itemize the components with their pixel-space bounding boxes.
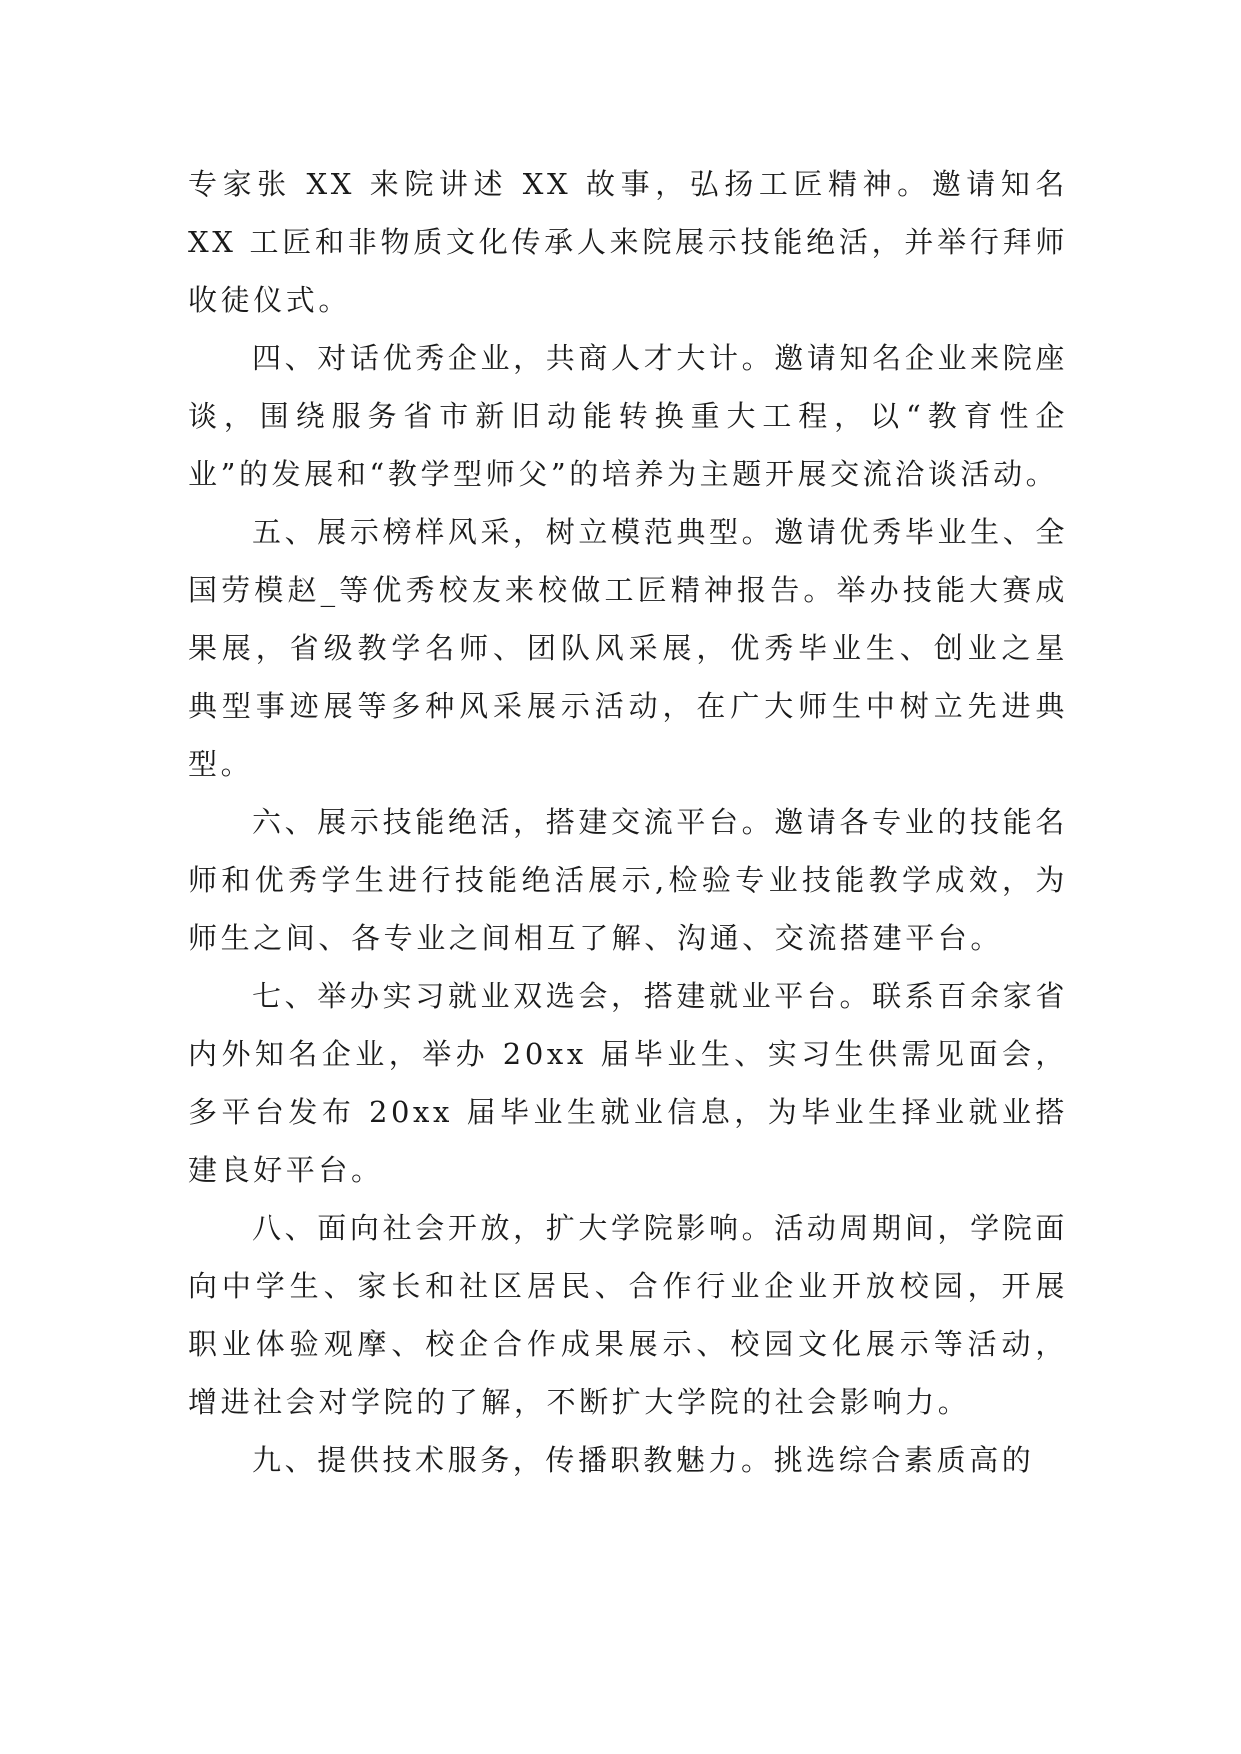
paragraph-5: 七、举办实习就业双选会，搭建就业平台。联系百余家省内外知名企业，举办 20xx 届毕业生、实习生供需见面会，多平台发布 20xx 届毕业生就业信息，为毕业生择业就业搭建良好平台。	[188, 979, 1068, 1187]
document-body	[188, 155, 1068, 1489]
paragraph-7: 九、提供技术服务，传播职教魅力。挑选综合素质高的	[252, 1443, 1035, 1477]
paragraph-4: 六、展示技能绝活，搭建交流平台。邀请各专业的技能名师和优秀学生进行技能绝活展示,检验专业技能教学成效，为师生之间、各专业之间相互了解、沟通、交流搭建平台。	[188, 805, 1068, 955]
paragraph-1: 专家张 XX 来院讲述 XX 故事，弘扬工匠精神。邀请知名 XX 工匠和非物质文化传承人来院展示技能绝活，并举行拜师收徒仪式。	[188, 167, 1068, 317]
paragraph-3: 五、展示榜样风采，树立模范典型。邀请优秀毕业生、全国劳模赵_等优秀校友来校做工匠精神报告。举办技能大赛成果展，省级教学名师、团队风采展，优秀毕业生、创业之星典型事迹展等多种风采展示活动，在广大师生中树立先进典型。	[188, 515, 1068, 781]
paragraph-6: 八、面向社会开放，扩大学院影响。活动周期间，学院面向中学生、家长和社区居民、合作行业企业开放校园，开展职业体验观摩、校企合作成果展示、校园文化展示等活动，增进社会对学院的了解，不断扩大学院的社会影响力。	[188, 1211, 1068, 1419]
paragraph-2: 四、对话优秀企业，共商人才大计。邀请知名企业来院座谈，围绕服务省市新旧动能转换重大工程，以“教育性企业”的发展和“教学型师父”的培养为主题开展交流洽谈活动。	[188, 341, 1068, 491]
